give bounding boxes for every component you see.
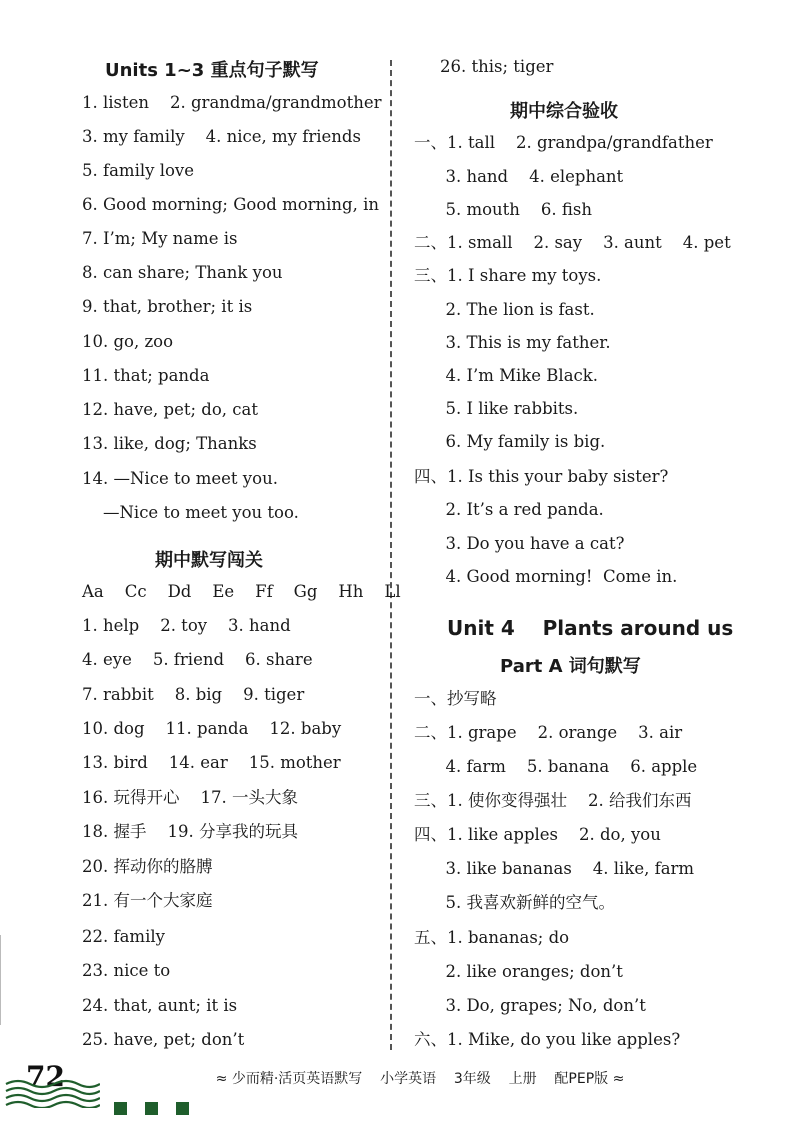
heading-midterm-review: 期中综合验收 [510,101,618,122]
answer-line: 3. Do, grapes; No, don’t [414,996,646,1015]
page-edge [0,935,9,1025]
answer-line: 六、1. Mike, do you like apples? [414,1030,681,1049]
answer-line: 22. family [82,927,165,946]
answer-line: 四、1. Is this your baby sister? [414,467,669,486]
answer-line: 24. that, aunt; it is [82,996,238,1015]
answer-line: 4. eye 5. friend 6. share [82,650,313,669]
heading-midterm-dictation: 期中默写闯关 [155,550,263,571]
answer-line: 18. 握手 19. 分享我的玩具 [82,822,298,841]
answer-line: 12. have, pet; do, cat [82,400,258,419]
answer-line: 13. like, dog; Thanks [82,434,257,453]
answer-line: 26. this; tiger [440,57,554,76]
answer-line: 6. Good morning; Good morning, in [82,195,380,214]
answer-line: 5. I like rabbits. [414,399,579,418]
page-number: 72 [26,1060,65,1093]
answer-line: 20. 挥动你的胳膊 [82,857,213,876]
answer-line: 5. mouth 6. fish [414,200,592,219]
heading-units-1-3: Units 1~3 重点句子默写 [105,60,319,81]
answer-line: 3. Do you have a cat? [414,534,625,553]
answer-line: 7. rabbit 8. big 9. tiger [82,685,305,704]
answer-line: 4. I’m Mike Black. [414,366,599,385]
unit-title: Unit 4 Plants around us [447,616,734,640]
answer-line: 二、1. small 2. say 3. aunt 4. pet [414,233,731,252]
answer-line: 3. hand 4. elephant [414,167,624,186]
answer-line: 3. This is my father. [414,333,611,352]
answer-line: —Nice to meet you too. [82,503,299,522]
footer-book-info: ≈ 少而精·活页英语默写 小学英语 3年级 上册 配PEP版 ≈ [215,1071,625,1087]
answer-line: 8. can share; Thank you [82,263,283,282]
answer-line: 5. family love [82,161,194,180]
answer-line: 一、抄写略 [414,689,497,708]
answer-line: 3. my family 4. nice, my friends [82,127,361,146]
answer-line: 16. 玩得开心 17. 一头大象 [82,788,298,807]
answer-line: Aa Cc Dd Ee Ff Gg Hh Ll [82,582,401,601]
answer-line: 4. farm 5. banana 6. apple [414,757,698,776]
answer-line: 2. like oranges; don’t [414,962,623,981]
answer-line: 二、1. grape 2. orange 3. air [414,723,683,742]
answer-line: 11. that; panda [82,366,210,385]
answer-line: 3. like bananas 4. like, farm [414,859,695,878]
answer-line: 10. dog 11. panda 12. baby [82,719,342,738]
answer-line: 1. help 2. toy 3. hand [82,616,291,635]
answer-line: 三、1. 使你变得强壮 2. 给我们东西 [414,791,692,810]
answer-line: 10. go, zoo [82,332,174,351]
answer-line: 1. listen 2. grandma/grandmother [82,93,382,112]
answer-line: 6. My family is big. [414,432,606,451]
answer-line: 一、1. tall 2. grandpa/grandfather [414,133,713,152]
answer-line: 2. The lion is fast. [414,300,595,319]
answer-line: 五、1. bananas; do [414,928,570,947]
answer-line: 14. —Nice to meet you. [82,469,278,488]
answer-line: 2. It’s a red panda. [414,500,604,519]
square-mark-icon [176,1102,189,1115]
answer-line: 4. Good morning! Come in. [414,567,678,586]
answer-line: 13. bird 14. ear 15. mother [82,753,341,772]
answer-line: 四、1. like apples 2. do, you [414,825,661,844]
square-mark-icon [145,1102,158,1115]
square-mark-icon [114,1102,127,1115]
column-divider [390,60,392,1050]
answer-line: 21. 有一个大家庭 [82,891,213,910]
answer-line: 三、1. I share my toys. [414,266,602,285]
answer-line: 23. nice to [82,961,171,980]
wave-decoration-icon [4,1078,100,1108]
answer-line: 5. 我喜欢新鲜的空气。 [414,893,615,912]
answer-line: 7. I’m; My name is [82,229,238,248]
page-footer [0,1048,800,1132]
answer-line: 25. have, pet; don’t [82,1030,245,1049]
part-title: Part A 词句默写 [500,656,641,677]
answer-line: 9. that, brother; it is [82,297,253,316]
